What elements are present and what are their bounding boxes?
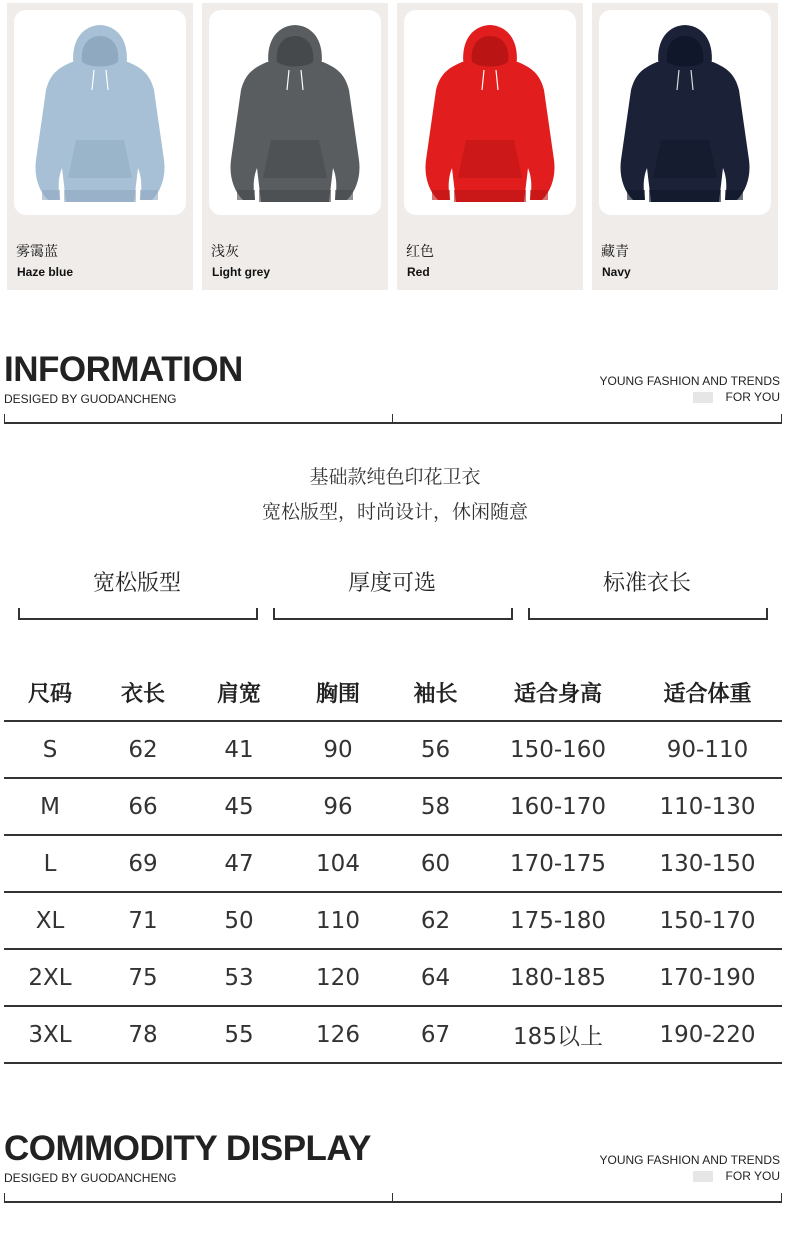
table-cell: 50 (190, 892, 288, 949)
divider-tick-right (781, 1193, 782, 1202)
table-cell: M (4, 778, 96, 835)
table-row (4, 949, 782, 1006)
table-cell: 78 (96, 1006, 190, 1063)
swatch-label-en: Red (407, 265, 430, 279)
header-size: 尺码 (4, 664, 96, 721)
section-subtitle: DESIGED BY GUODANCHENG (4, 392, 177, 406)
table-cell: 71 (96, 892, 190, 949)
feature-label: 宽松版型 (92, 571, 181, 596)
table-cell: 90-110 (633, 721, 782, 778)
table-cell: 3XL (4, 1006, 96, 1063)
feature-bracket (273, 608, 513, 620)
header-chest: 胸围 (288, 664, 388, 721)
product-name: 基础款纯色印花卫衣 (309, 466, 481, 488)
section-divider (4, 422, 782, 424)
table-cell: 110 (288, 892, 388, 949)
table-cell: 90 (288, 721, 388, 778)
table-cell: 69 (96, 835, 190, 892)
feature-label: 标准衣长 (602, 571, 691, 596)
divider-tick-left (4, 1193, 5, 1202)
color-swatches (7, 3, 779, 290)
table-cell: XL (4, 892, 96, 949)
table-cell: L (4, 835, 96, 892)
table-cell: 47 (190, 835, 288, 892)
product-tagline: 宽松版型，时尚设计，休闲随意 (261, 501, 528, 523)
swatch-card-haze-blue[interactable] (7, 3, 193, 290)
table-row (4, 778, 782, 835)
table-cell: 56 (388, 721, 483, 778)
information-header (0, 350, 790, 430)
swatch-label-cn: 浅灰 (211, 244, 239, 260)
tagline-decoration (693, 1171, 713, 1182)
swatch-label-en: Light grey (212, 265, 271, 279)
header-length: 衣长 (96, 664, 190, 721)
table-cell: 45 (190, 778, 288, 835)
section-title: COMMODITY DISPLAY (4, 1129, 371, 1168)
hoodie-image-red (404, 10, 576, 215)
header-height: 适合身高 (483, 664, 633, 721)
table-cell: 104 (288, 835, 388, 892)
swatch-label-en: Navy (602, 265, 631, 279)
table-cell: S (4, 721, 96, 778)
feature-loose-fit (18, 566, 256, 620)
table-cell: 58 (388, 778, 483, 835)
swatch-card-red[interactable] (397, 3, 583, 290)
table-cell: 185以上 (483, 1006, 633, 1063)
divider-tick-mid (392, 414, 393, 423)
swatch-label-cn: 雾霭蓝 (16, 244, 58, 260)
swatch-label-cn: 藏青 (601, 244, 629, 260)
table-cell: 66 (96, 778, 190, 835)
table-cell: 126 (288, 1006, 388, 1063)
tagline-decoration (693, 392, 713, 403)
table-cell: 62 (388, 892, 483, 949)
table-cell: 130-150 (633, 835, 782, 892)
hoodie-image-light-grey (209, 10, 381, 215)
feature-thickness (273, 566, 511, 620)
table-cell: 67 (388, 1006, 483, 1063)
table-cell: 170-190 (633, 949, 782, 1006)
table-cell: 150-170 (633, 892, 782, 949)
hoodie-image-haze-blue (14, 10, 186, 215)
feature-label: 厚度可选 (347, 571, 436, 596)
table-cell: 96 (288, 778, 388, 835)
table-cell: 175-180 (483, 892, 633, 949)
table-cell: 110-130 (633, 778, 782, 835)
table-row (4, 721, 782, 778)
divider-tick-right (781, 414, 782, 423)
table-cell: 41 (190, 721, 288, 778)
table-header-row (4, 664, 782, 721)
tagline-line-2: FOR YOU (725, 390, 780, 404)
swatch-label-en: Haze blue (17, 265, 74, 279)
feature-bracket (528, 608, 768, 620)
table-cell: 53 (190, 949, 288, 1006)
table-cell: 75 (96, 949, 190, 1006)
table-cell: 2XL (4, 949, 96, 1006)
section-title: INFORMATION (4, 350, 243, 389)
divider-tick-mid (392, 1193, 393, 1202)
tagline-line-1: YOUNG FASHION AND TRENDS (599, 1153, 780, 1167)
header-weight: 适合体重 (633, 664, 782, 721)
size-table (4, 664, 782, 1064)
header-sleeve: 袖长 (388, 664, 483, 721)
section-divider (4, 1201, 782, 1203)
table-row (4, 835, 782, 892)
hoodie-image-navy (599, 10, 771, 215)
tagline-line-1: YOUNG FASHION AND TRENDS (599, 374, 780, 388)
commodity-display-header (0, 1129, 790, 1209)
table-cell: 180-185 (483, 949, 633, 1006)
divider-tick-left (4, 414, 5, 423)
table-cell: 160-170 (483, 778, 633, 835)
swatch-label-cn: 红色 (406, 244, 434, 260)
table-cell: 62 (96, 721, 190, 778)
table-cell: 170-175 (483, 835, 633, 892)
swatch-card-navy[interactable] (592, 3, 778, 290)
header-shoulder: 肩宽 (190, 664, 288, 721)
table-cell: 64 (388, 949, 483, 1006)
table-cell: 55 (190, 1006, 288, 1063)
table-row (4, 1006, 782, 1063)
table-row (4, 892, 782, 949)
table-cell: 190-220 (633, 1006, 782, 1063)
feature-standard-length (528, 566, 766, 620)
section-subtitle: DESIGED BY GUODANCHENG (4, 1171, 177, 1185)
tagline-line-2: FOR YOU (725, 1169, 780, 1183)
table-cell: 120 (288, 949, 388, 1006)
swatch-card-light-grey[interactable] (202, 3, 388, 290)
table-cell: 60 (388, 835, 483, 892)
feature-bracket (18, 608, 258, 620)
table-cell: 150-160 (483, 721, 633, 778)
